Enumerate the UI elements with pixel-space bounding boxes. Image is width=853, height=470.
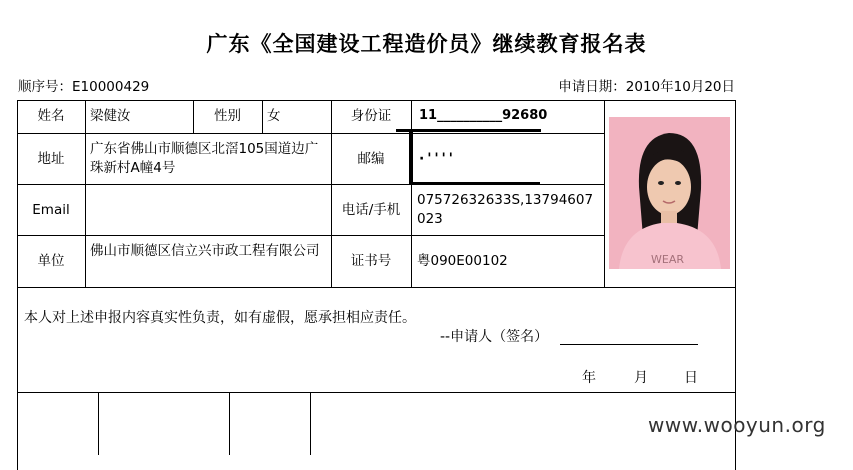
cert-label: 证书号 [350, 253, 392, 269]
grid-line [604, 100, 605, 287]
apply-date: 申请日期：2010年10月20日 [558, 79, 735, 95]
grid-line [229, 392, 230, 455]
grid-line [17, 235, 604, 236]
signature-field[interactable] [560, 344, 698, 345]
grid-line [17, 392, 736, 393]
address-value: 广东省佛山市顺德区北滘105国道边广珠新村A幢4号 [90, 141, 319, 176]
svg-text:WEAR: WEAR [651, 253, 684, 266]
redaction-bar [410, 182, 540, 185]
date-month-label: 月 [634, 370, 648, 386]
grid-line [262, 100, 263, 133]
grid-line [17, 287, 736, 288]
phone-label: 电话/手机 [341, 202, 401, 218]
gender-label: 性别 [214, 108, 241, 124]
form-title: 广东《全国建设工程造价员》继续教育报名表 [206, 31, 647, 56]
portrait-image [609, 117, 730, 269]
grid-line [85, 100, 86, 287]
date-day-label: 日 [684, 370, 698, 386]
unit-label: 单位 [37, 253, 65, 269]
redaction-bar [396, 129, 541, 132]
gender-value: 女 [267, 108, 281, 124]
grid-line [98, 392, 99, 455]
unit-value: 佛山市顺德区信立兴市政工程有限公司 [90, 243, 320, 259]
grid-line [310, 392, 311, 455]
postcode-redacted: · ' ' ' ' [419, 151, 452, 167]
redaction-bar [409, 132, 413, 184]
signature-label: --申请人（签名） [440, 329, 549, 345]
email-label: Email [32, 202, 70, 218]
serial-number: 顺序号：E10000429 [18, 79, 150, 95]
applicant-photo [609, 117, 730, 269]
postcode-label: 邮编 [357, 151, 385, 167]
grid-line [17, 133, 604, 134]
name-value: 梁健汝 [90, 108, 131, 124]
declaration-text: 本人对上述申报内容真实性负责，如有虚假，愿承担相应责任。 [24, 310, 416, 326]
cert-value: 粤090E00102 [417, 253, 508, 269]
address-label: 地址 [37, 151, 65, 167]
id-value: 11__________92680 [419, 108, 548, 123]
id-label: 身份证 [350, 108, 392, 124]
watermark: www.wooyun.org [648, 413, 826, 437]
name-label: 姓名 [37, 108, 65, 124]
phone-value: 07572632633S,13794607023 [417, 192, 594, 227]
date-year-label: 年 [582, 370, 596, 386]
